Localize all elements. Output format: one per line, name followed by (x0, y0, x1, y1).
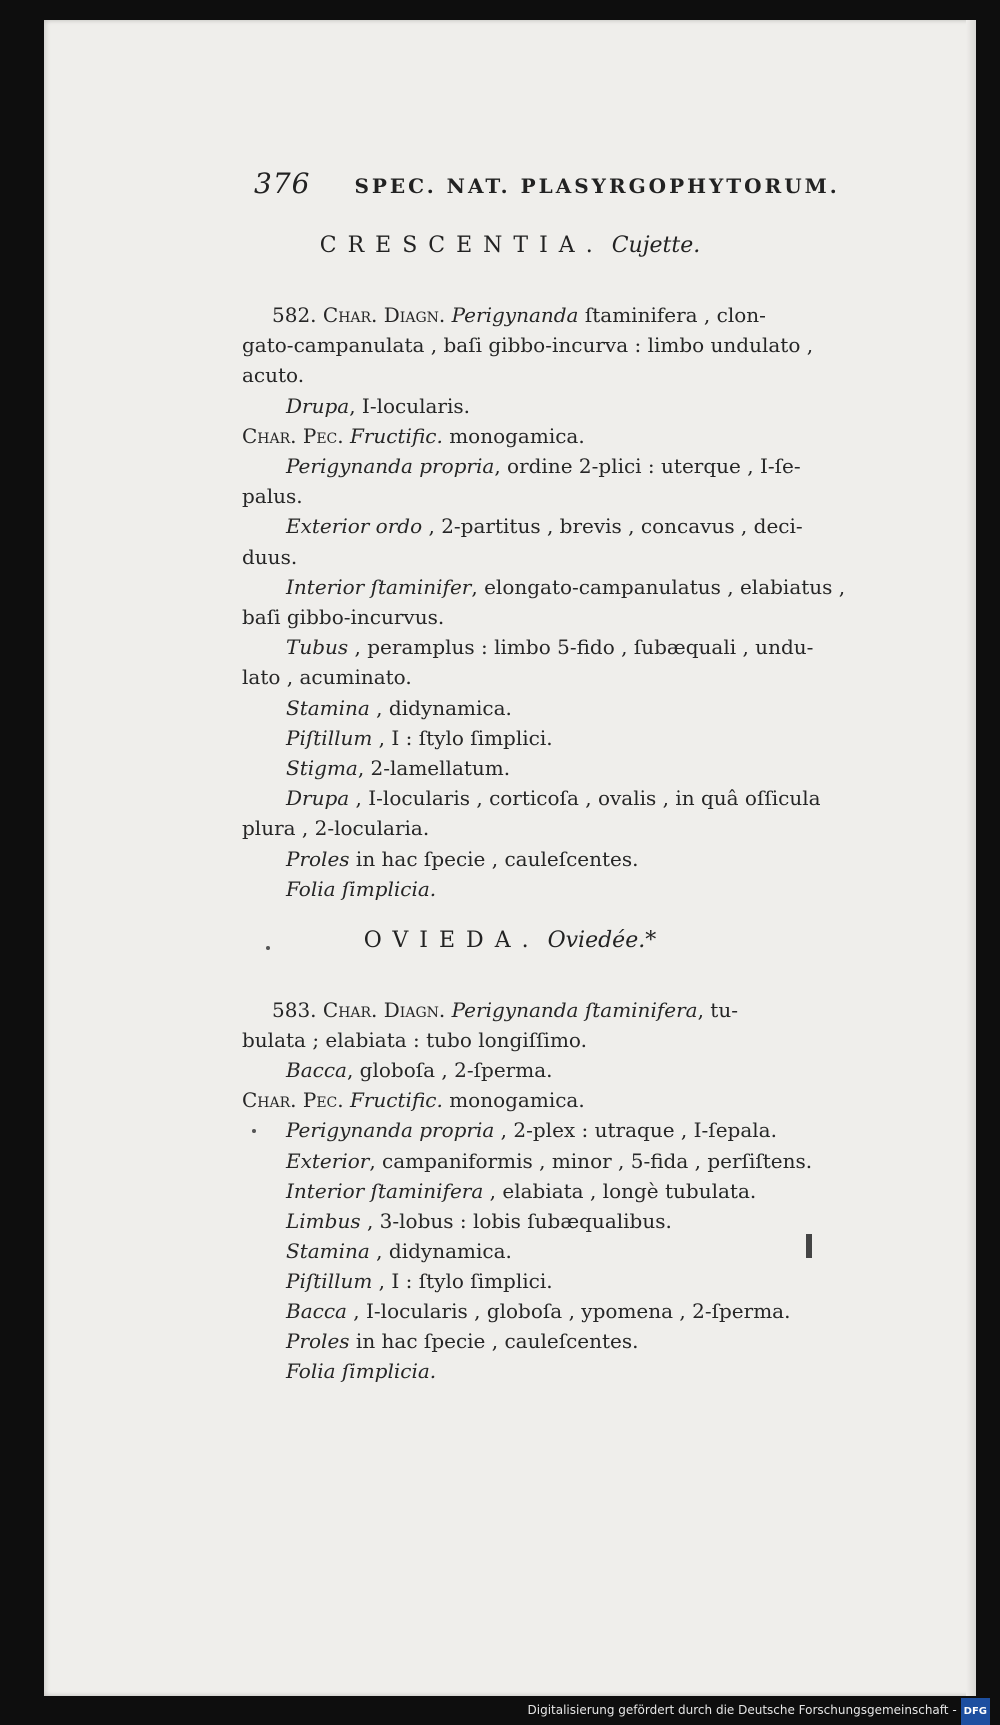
text-run: gato-campanulata , baſi gibbo-incurva : limbo undulato , (242, 333, 814, 358)
text-line (242, 363, 304, 387)
text-run: Exterior ordo (286, 514, 423, 539)
text-run: Char. Diagn. (322, 303, 446, 327)
text-run: , elongato-campanulatus , elabiatus , (471, 574, 846, 599)
text-run: lato , acuminato. (242, 665, 412, 690)
text-line (286, 877, 436, 901)
text-line (286, 786, 821, 810)
text-run: monogamica. (442, 423, 585, 448)
section-title-ovieda (44, 928, 976, 953)
text-run: Stamina (286, 695, 370, 720)
text-run: Stamina (286, 1238, 370, 1263)
text-run: Folia ſimplicia. (286, 1359, 437, 1384)
text-run: Char. Diagn. (322, 998, 446, 1022)
text-run: monogamica. (442, 1088, 585, 1113)
text-run: Bacca (286, 1058, 347, 1083)
running-header (254, 167, 974, 200)
text-line (272, 998, 738, 1022)
text-run: , I : ſtylo ſimplici. (372, 725, 553, 750)
text-run: Perigynanda propria (286, 1118, 495, 1143)
text-line (286, 1269, 553, 1293)
text-run: Proles (286, 846, 350, 871)
footer-text: Digitalisierung gefördert durch die Deutsche Forschungsgemeinschaft - (527, 1703, 957, 1717)
text-line (286, 394, 470, 418)
text-run: Fructific. (349, 423, 443, 448)
text-run: , I-locularis , corticoſa , ovalis , in quâ oſſicula (349, 786, 821, 811)
text-line (286, 1149, 812, 1173)
text-run: Perigynanda (451, 303, 579, 327)
ink-speck (266, 946, 270, 950)
text-run: in hac ſpecie , cauleſcentes. (349, 1329, 639, 1354)
ink-mark (806, 1234, 812, 1258)
running-head: SPEC. NAT. PLASYRGOPHYTORUM. (354, 174, 840, 198)
text-line (286, 696, 512, 720)
text-run: , 3-lobus : lobis ſubæqualibus. (360, 1208, 672, 1233)
text-run: , 2-plex : utraque , I-ſepala. (494, 1118, 777, 1143)
text-line (286, 454, 801, 478)
text-run: acuto. (242, 363, 305, 388)
text-run: Bacca (286, 1299, 347, 1323)
vernacular-name: Cujette. (611, 233, 701, 258)
genus-name: OVIEDA. (363, 928, 540, 953)
text-line (272, 303, 766, 327)
text-run: Perigynanda ſtaminifera (451, 998, 698, 1022)
text-line (286, 514, 803, 538)
text-line (242, 665, 412, 689)
text-line (286, 1179, 756, 1203)
text-run: , globoſa , 2-ſperma. (346, 1058, 553, 1083)
text-line (286, 1329, 639, 1353)
text-run: Drupa (286, 786, 350, 811)
text-line (242, 424, 585, 448)
text-run: 582. (272, 303, 323, 327)
genus-name: CRESCENTIA. (319, 233, 604, 258)
ink-speck (252, 1129, 256, 1133)
text-run: , 2-lamellatum. (357, 756, 511, 780)
text-run: Limbus (286, 1208, 361, 1233)
text-run: duus. (242, 544, 298, 569)
text-run: plura , 2-locularia. (242, 816, 430, 841)
text-run: Interior ſtaminifer (286, 574, 472, 599)
text-line (286, 575, 845, 599)
text-run: , peramplus : limbo 5-fido , ſubæquali , undu- (348, 635, 814, 660)
text-line (286, 756, 510, 780)
section-title-crescentia (44, 233, 976, 258)
digitization-footer (0, 1698, 1000, 1723)
text-run: , didynamica. (369, 695, 512, 720)
text-run: Char. Pec. (242, 423, 344, 448)
text-run: ſtaminifera , clon- (578, 303, 766, 327)
text-line (286, 726, 553, 750)
text-line (242, 816, 429, 840)
page-edge (966, 20, 976, 1696)
book-page (44, 20, 976, 1696)
text-run: in hac ſpecie , cauleſcentes. (349, 846, 639, 871)
text-run: bulata ; elabiata : tubo longiſſimo. (242, 1028, 587, 1053)
text-run: palus. (242, 484, 303, 509)
text-run: Interior ſtaminifera (286, 1178, 484, 1203)
text-run: , I-locularis , globoſa , ypomena , 2-ſperma. (346, 1299, 791, 1323)
text-line (286, 1058, 552, 1082)
text-run: , didynamica. (369, 1238, 512, 1263)
text-line (286, 1239, 512, 1263)
text-line (286, 635, 813, 659)
text-run: , campaniformis , minor , 5-fida , perſiſtens. (369, 1148, 813, 1173)
page-number: 376 (254, 167, 311, 200)
text-run: Char. Pec. (242, 1088, 344, 1113)
text-line (242, 333, 813, 357)
text-line (242, 1088, 585, 1112)
dfg-logo: DFG (961, 1698, 990, 1725)
text-run: , tu- (697, 998, 738, 1022)
text-line (242, 484, 303, 508)
text-run: , 2-partitus , brevis , concavus , deci- (422, 514, 803, 539)
text-run: Perigynanda propria (286, 454, 495, 478)
text-run: , ordine 2-plici : uterque , I-ſe- (494, 454, 801, 478)
text-line (286, 847, 639, 871)
text-run: Folia ſimplicia. (286, 876, 437, 901)
vernacular-name: Oviedée.* (547, 928, 657, 953)
text-run: Fructific. (349, 1088, 443, 1113)
text-run: Piſtillum (286, 1268, 373, 1293)
text-line (242, 605, 444, 629)
text-line (286, 1299, 790, 1323)
text-line (286, 1118, 777, 1142)
text-run: , I : ſtylo ſimplici. (372, 1268, 553, 1293)
text-run: Piſtillum (286, 725, 373, 750)
text-line (286, 1209, 672, 1233)
text-run: Tubus (286, 635, 349, 660)
text-run: Exterior (286, 1148, 370, 1173)
text-run: Stigma (286, 756, 358, 780)
text-line (242, 1028, 587, 1052)
text-run: Drupa (286, 393, 350, 418)
text-run: Proles (286, 1329, 350, 1354)
text-run: 583. (272, 998, 323, 1022)
text-line (286, 1359, 436, 1383)
text-run: , I-locularis. (349, 393, 470, 418)
text-run: , elabiata , longè tubulata. (483, 1178, 757, 1203)
text-line (242, 545, 297, 569)
text-run: baſi gibbo-incurvus. (242, 605, 445, 629)
